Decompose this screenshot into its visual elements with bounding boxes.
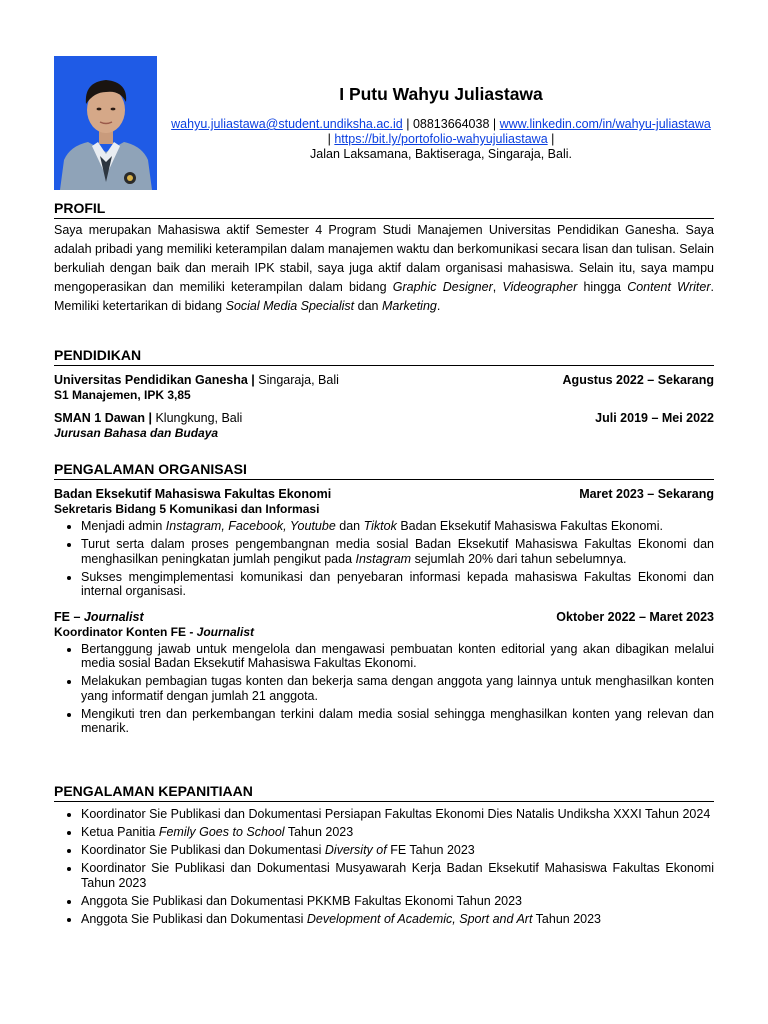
summary-text: dan	[354, 299, 382, 313]
separator: |	[247, 373, 259, 387]
phone-number: 08813664038	[412, 117, 490, 131]
list-item: • Ketua Panitia Femily Goes to School Tahun 2023	[81, 825, 714, 840]
section-organisasi	[54, 461, 714, 739]
committee-list	[54, 807, 714, 926]
organization-bullets	[54, 642, 714, 736]
summary-italic: Graphic Designer	[392, 280, 493, 294]
institution-name: Universitas Pendidikan Ganesha	[54, 373, 248, 387]
email-link[interactable]: wahyu.juliastawa@student.undiksha.ac.id	[171, 117, 403, 131]
organization-entry	[54, 487, 714, 599]
organization-name: Badan Eksekutif Mahasiswa Fakultas Ekonomi	[54, 487, 332, 501]
list-item: • Sukses mengimplementasi komunikasi dan penyebaran informasi kepada mahasiswa Fakultas Ekonomi dan internal organisasi.	[81, 570, 714, 599]
address: Jalan Laksamana, Baktiseraga, Singaraja, Bali.	[310, 147, 572, 161]
section-kepanitiaan	[54, 783, 714, 930]
profile-photo	[54, 56, 157, 190]
separator: |	[145, 411, 156, 425]
organization-row	[54, 610, 714, 625]
summary-italic: Social Media Specialist	[225, 299, 355, 313]
education-major: Jurusan Bahasa dan Budaya	[54, 426, 219, 440]
section-pendidikan	[54, 347, 714, 440]
section-profil	[54, 200, 714, 316]
summary-italic: Marketing	[381, 299, 437, 313]
person-portrait-image	[54, 56, 157, 190]
list-item: • Koordinator Sie Publikasi dan Dokumentasi Persiapan Fakultas Ekonomi Dies Natalis Undiksha XXXI Tahun 2024	[81, 807, 714, 822]
organization-name: FE –	[54, 609, 84, 624]
education-date: Agustus 2022 – Sekarang	[562, 373, 714, 387]
section-title-profil: PROFIL	[54, 200, 714, 219]
contact-separator: |	[489, 117, 500, 131]
list-item: • Bertanggung jawab untuk mengelola dan mengawasi pembuatan konten editorial yang akan dibagikan melalui media sosial Badan Eksekutif Mahasiswa Fakultas Ekonomi.	[81, 642, 714, 671]
education-entry	[54, 411, 714, 440]
list-item: • Mengikuti tren dan perkembangan terkini dalam media sosial sehingga menghasilkan konten yang relevan dan menarik.	[81, 707, 714, 736]
portfolio-link[interactable]: https://bit.ly/portofolio-wahyujuliastawa	[334, 132, 548, 146]
education-date: Juli 2019 – Mei 2022	[595, 411, 714, 425]
education-entry	[54, 373, 714, 402]
summary-text: ,	[492, 280, 503, 294]
linkedin-link[interactable]: www.linkedin.com/in/wahyu-juliastawa	[499, 117, 711, 131]
contact-separator: |	[402, 117, 413, 131]
organization-bullets	[54, 519, 714, 599]
summary-text: hingga	[577, 280, 628, 294]
institution-location: Singaraja, Bali	[258, 373, 339, 387]
summary-text: . Memiliki ketertarikan di bidang	[54, 280, 714, 313]
list-item: • Turut serta dalam proses pengembangnan media sosial Badan Eksekutif Mahasiswa Fakultas Ekonomi dan menghasilkan peningkatan jumlah pengikut pada Instagram sejumlah 20% dari tahun sebelumnya.	[81, 537, 714, 566]
candidate-name: I Putu Wahyu Juliastawa	[339, 84, 543, 104]
organization-date: Maret 2023 – Sekarang	[579, 487, 714, 501]
education-row	[54, 373, 714, 388]
contact-separator: |	[327, 132, 335, 146]
list-item: • Anggota Sie Publikasi dan Dokumentasi PKKMB Fakultas Ekonomi Tahun 2023	[81, 894, 714, 909]
contact-info	[168, 117, 714, 162]
summary-text: Saya merupakan Mahasiswa aktif Semester 4 Program Studi Manajemen Universitas Pendidikan Ganesha. Saya adalah pribadi yang memiliki keterampilan dalam manajemen waktu dan berkomunikasi secara lisan dan tulisan. Selain berkuliah dengan baik dan meraih IPK stabil, saya juga aktif dalam organisasi mahasiswa. Selain itu, saya mampu mengoperasikan dan memiliki keterampilan dalam bidang	[54, 223, 714, 294]
organization-role: Koordinator Konten FE - Journalist	[54, 624, 255, 639]
summary-italic: Content Writer	[627, 280, 711, 294]
list-item: • Koordinator Sie Publikasi dan Dokumentasi Musyawarah Kerja Badan Eksekutif Mahasiswa Fakultas Ekonomi Tahun 2023	[81, 861, 714, 890]
list-item: • Anggota Sie Publikasi dan Dokumentasi Development of Academic, Sport and Art Tahun 2023	[81, 912, 714, 927]
education-degree: S1 Manajemen, IPK 3,85	[54, 388, 191, 402]
profile-summary	[54, 221, 714, 316]
summary-text: .	[436, 299, 441, 313]
section-title-organisasi: PENGALAMAN ORGANISASI	[54, 461, 714, 480]
list-item: • Melakukan pembagian tugas konten dan bekerja sama dengan anggota yang lainnya untuk menghasilkan konten yang informatif dengan jumlah 21 anggota.	[81, 674, 714, 703]
education-row	[54, 411, 714, 426]
section-title-pendidikan: PENDIDIKAN	[54, 347, 714, 366]
organization-entry	[54, 610, 714, 736]
summary-italic: Videographer	[502, 280, 578, 294]
list-item: • Koordinator Sie Publikasi dan Dokumentasi Diversity of FE Tahun 2023	[81, 843, 714, 858]
contact-separator: |	[547, 132, 555, 146]
institution-name: SMAN 1 Dawan	[54, 411, 145, 425]
organization-row	[54, 487, 714, 502]
institution-location: Klungkung, Bali	[155, 411, 243, 425]
organization-name-italic: Journalist	[83, 609, 144, 624]
list-item: • Menjadi admin Instagram, Facebook, Youtube dan Tiktok Badan Eksekutif Mahasiswa Fakultas Ekonomi.	[81, 519, 714, 534]
organization-role: Sekretaris Bidang 5 Komunikasi dan Informasi	[54, 502, 320, 516]
organization-date: Oktober 2022 – Maret 2023	[556, 609, 714, 624]
section-title-kepanitiaan: PENGALAMAN KEPANITIAAN	[54, 783, 714, 802]
